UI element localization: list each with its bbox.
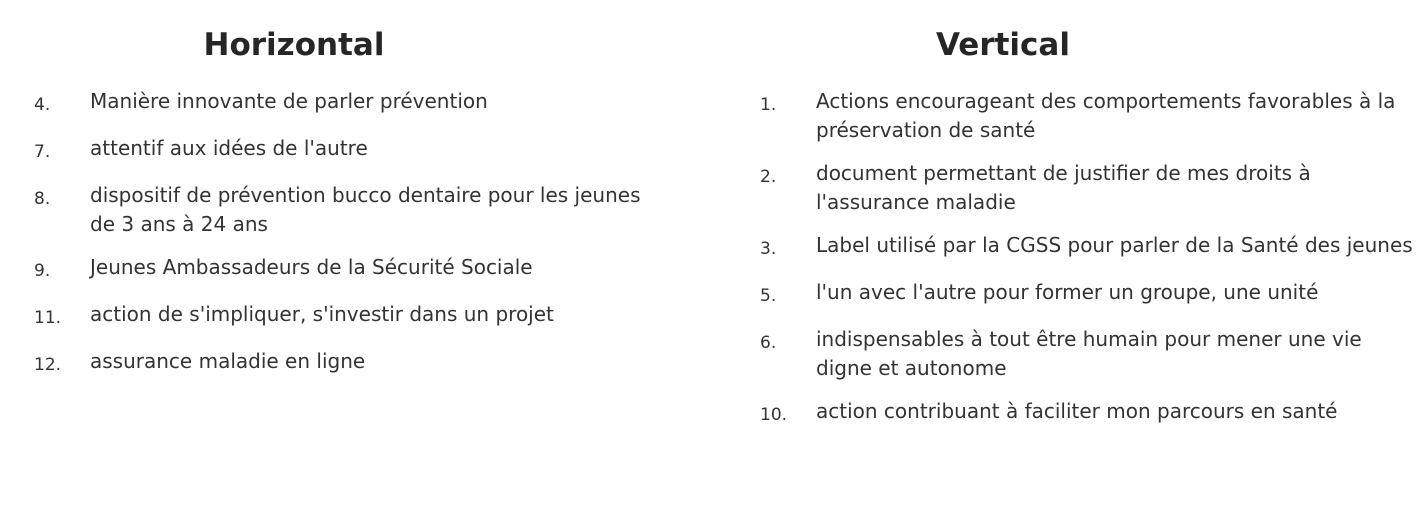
horizontal-clue xyxy=(34,347,654,380)
vertical-heading: Vertical xyxy=(936,27,1070,63)
clue-text: Jeunes Ambassadeurs de la Sécurité Sociale xyxy=(90,255,533,279)
clue-number: 1. xyxy=(760,95,777,115)
clue-text: dispositif de prévention bucco dentaire pour les jeunes de 3 ans à 24 ans xyxy=(90,183,641,236)
clue-text: attentif aux idées de l'autre xyxy=(90,136,368,160)
horizontal-clue xyxy=(34,181,654,239)
clue-text: Actions encourageant des comportements favorables à la préservation de santé xyxy=(816,89,1396,142)
clue-text: action de s'impliquer, s'investir dans un projet xyxy=(90,302,554,326)
horizontal-clue-list xyxy=(34,87,654,394)
clue-text: l'un avec l'autre pour former un groupe, une unité xyxy=(816,280,1319,304)
clue-number: 6. xyxy=(760,333,777,353)
clue-text: Manière innovante de parler prévention xyxy=(90,89,488,113)
vertical-clue xyxy=(760,397,1420,430)
clue-number: 7. xyxy=(34,142,51,162)
vertical-clue-list xyxy=(760,87,1420,444)
vertical-clue xyxy=(760,159,1420,217)
clue-text: assurance maladie en ligne xyxy=(90,349,366,373)
clue-number: 8. xyxy=(34,189,51,209)
clue-number: 11. xyxy=(34,308,62,328)
clue-number: 4. xyxy=(34,95,51,115)
horizontal-clue xyxy=(34,253,654,286)
clue-number: 10. xyxy=(760,405,788,425)
clue-number: 5. xyxy=(760,286,777,306)
clue-text: Label utilisé par la CGSS pour parler de la Santé des jeunes xyxy=(816,233,1413,257)
horizontal-clue xyxy=(34,134,654,167)
vertical-clue xyxy=(760,278,1420,311)
clue-number: 9. xyxy=(34,261,51,281)
clue-text: action contribuant à faciliter mon parcours en santé xyxy=(816,399,1338,423)
vertical-clue xyxy=(760,325,1420,383)
clue-number: 3. xyxy=(760,239,777,259)
horizontal-clue xyxy=(34,87,654,120)
horizontal-clue xyxy=(34,300,654,333)
horizontal-heading: Horizontal xyxy=(203,27,385,63)
clue-text: document permettant de justifier de mes droits à l'assurance maladie xyxy=(816,161,1311,214)
vertical-clue xyxy=(760,231,1420,264)
clue-number: 12. xyxy=(34,355,62,375)
vertical-clue xyxy=(760,87,1420,145)
clue-text: indispensables à tout être humain pour mener une vie digne et autonome xyxy=(816,327,1362,380)
clue-number: 2. xyxy=(760,167,777,187)
